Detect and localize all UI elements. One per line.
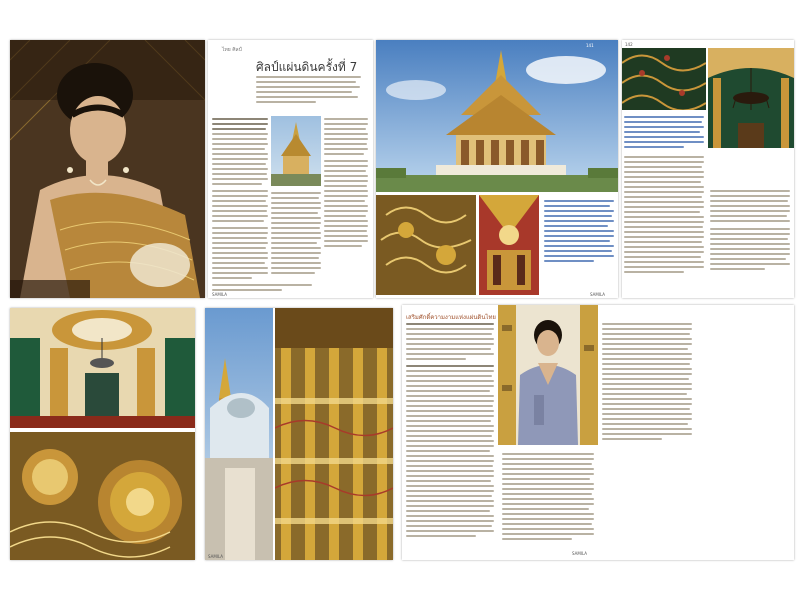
- page-portrait: [10, 40, 205, 298]
- page-mark: 142: [625, 42, 633, 47]
- princess-portrait-photo: [498, 305, 598, 445]
- portrait-photo: [10, 40, 205, 298]
- page-interior: [622, 40, 794, 298]
- page-number: 141: [586, 43, 594, 48]
- article-title: ศิลป์แผ่นดินครั้งที่ 7: [256, 60, 358, 74]
- green-carving-photo: [622, 48, 706, 110]
- page-feature: [402, 305, 794, 560]
- gold-carving-photo: [376, 195, 476, 295]
- pavilion-thumbnail: [271, 116, 321, 186]
- section-label: ไทย ศิลป์: [222, 47, 242, 53]
- page-footer-2: SAMILA: [590, 292, 606, 297]
- page-pavilion: [376, 40, 618, 298]
- throne-hall-photo: [10, 308, 195, 428]
- page-golden-pavilion: [205, 308, 393, 560]
- page-footer-4: SAMILA: [572, 551, 588, 556]
- ornament-photo: [10, 432, 195, 560]
- feature-heading: เสริมศักดิ์ความงามแห่งแผ่นดินไทย: [406, 314, 496, 321]
- ceiling-photo: [479, 195, 539, 295]
- chandelier-photo: [708, 48, 794, 148]
- page-article: [208, 40, 373, 298]
- page-footer-3: SAMILA: [208, 554, 224, 559]
- sky-column-photo: [205, 308, 273, 560]
- page-throne-hall: [10, 308, 195, 560]
- gold-facade-photo: [275, 308, 393, 560]
- portrait-illustration: [10, 40, 205, 298]
- pavilion-photo: [376, 40, 618, 192]
- page-footer: SAMILA: [212, 292, 228, 297]
